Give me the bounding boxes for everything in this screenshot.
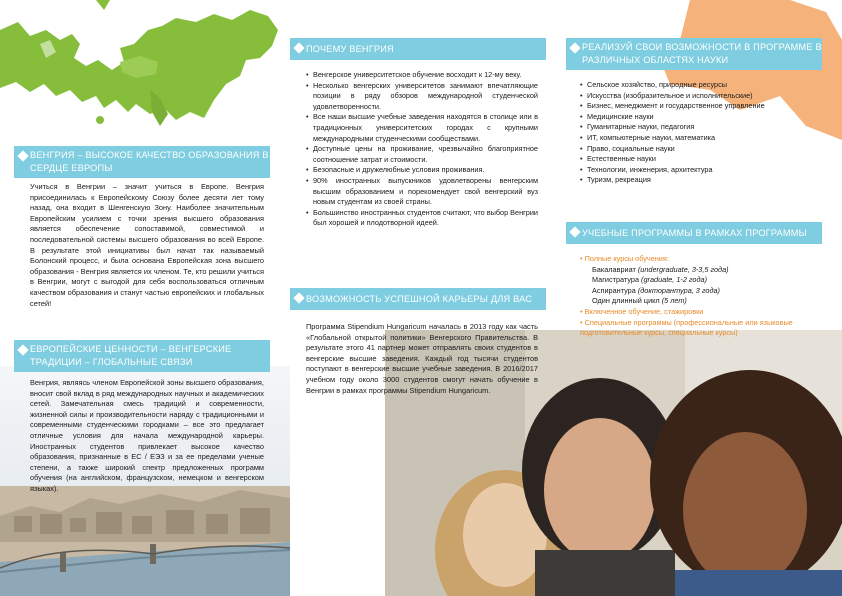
level-name: Аспирантура	[592, 285, 636, 295]
banner-label: РЕАЛИЗУЙ СВОИ ВОЗМОЖНОСТИ В ПРОГРАММЕ В РАЗЛИЧНЫХ ОБЛАСТЯХ НАУКИ	[582, 42, 822, 65]
list-item: • Искусства (изобразительное и исполнительские)	[580, 91, 820, 102]
list-item: • Бизнес, менеджмент и государственное управление	[580, 101, 820, 112]
europe-map-image	[0, 0, 280, 140]
science-areas-list	[580, 80, 820, 186]
banner-label: ЕВРОПЕЙСКИЕ ЦЕННОСТИ – ВЕНГЕРСКИЕ ТРАДИЦИИ – ГЛОБАЛЬНЫЕ СВЯЗИ	[30, 344, 232, 367]
banner-label: ВОЗМОЖНОСТЬ УСПЕШНОЙ КАРЬЕРЫ ДЛЯ ВАС	[306, 294, 533, 304]
level-note: (undergraduate, 3-3,5 года)	[637, 264, 729, 274]
text-european-values: Венгрия, являясь членом Европейской зоны высшего образования, вносит свой вклад в ряд международных научных и академических сетей. Замечательная смесь традиций и современности, жизненной силы и производительности наряду с традиционными и современными студенческими городками – все это предлагает отличные условия для начала международной карьеры. Иностранных студентов привлекает высокое качество образования, признанные в ЕС / ЕЭЗ и за ее пределами ученые степени, а также широкий спектр предложенных программ обучения (на английском, французском, немецком и венгерском языках).	[30, 378, 264, 493]
list-item: • Гуманитарные науки, педагогия	[580, 122, 820, 133]
program-level	[580, 296, 820, 307]
list-item: • Несколько венгерских университетов занимают впечатляющие позиции в ряду обзоров международной студенческой удовлетворенности.	[306, 81, 538, 113]
special-programs: • Специальные программы (профессиональные или языковые подготовительные курсы, специальные курсы)	[580, 317, 793, 338]
list-item: • Естественные науки	[580, 154, 820, 165]
list-item: • Все наши высшие учебные заведения находятся в столице или в традиционных университетских городах с крупными международными студенческими сообществами.	[306, 112, 538, 144]
list-item: • Технологии, инженерия, архитектура	[580, 165, 820, 176]
list-item: • ИТ, компьютерные науки, математика	[580, 133, 820, 144]
level-name: Один длинный цикл	[592, 296, 660, 306]
level-name: Бакалавриат	[592, 264, 636, 274]
list-item: • Туризм, рекреация	[580, 175, 820, 186]
banner-label: ВЕНГРИЯ – ВЫСОКОЕ КАЧЕСТВО ОБРАЗОВАНИЯ В СЕРДЦЕ ЕВРОПЫ	[30, 150, 269, 173]
text-hungary-quality: Учиться в Венгрии – значит учиться в Европе. Венгрия присоединилась к Европейскому Союзу более десяти лет тому назад, она входит в Шенгенскую Зону. Наиболее значительным Европейским усилием с точки зрения высшего образования является обеспечение сопоставимой, совместимой и последовательной системы высшего образования во всей Европе. В результате этой инициативы был начат так называемый Болонский процесс, и была основана Европейская зона высшего образования - Венгрия является их членом. Те, кто решили учиться в Венгрии, могут с выгодой для себя воспользоваться отличным качеством образования и станут частью европейских и глобальных сетей!	[30, 182, 264, 308]
programs-title: • Полные курсы обучения:	[580, 254, 669, 263]
partial-programs-text: Включенное обучение, стажировки	[584, 306, 704, 316]
banner-european-values	[14, 340, 270, 372]
list-item: • 90% иностранных выпускников удовлетворены венгерским высшим образованием и порекомендует свой венгерский вуз новым студентам из своей страны.	[306, 176, 538, 208]
list-item: • Право, социальные науки	[580, 144, 820, 155]
banner-science-areas	[566, 38, 822, 70]
list-item: • Сельское хозяйство, природные ресурсы	[580, 80, 820, 91]
list-item: • Большинство иностранных студентов считают, что выбор Венгрии был хорошей и плодотворной идеей.	[306, 208, 538, 229]
program-level	[580, 275, 820, 286]
banner-study-programs	[566, 222, 822, 244]
partial-programs: • Включенное обучение, стажировки	[580, 306, 704, 316]
list-item: • Венгерское университетское обучение восходит к 12-му веку.	[306, 70, 538, 81]
level-note: (докторантура, 3 года)	[637, 285, 720, 295]
level-name: Магистратура	[592, 275, 640, 285]
list-item: • Доступные цены на проживание, чрезвычайно благоприятное соотношение затрат и стоимости.	[306, 144, 538, 165]
level-note: (5 лет)	[661, 296, 687, 306]
special-programs-text: Специальные программы (профессиональные или языковые подготовительные курсы, специальные курсы)	[580, 317, 793, 338]
banner-label: УЧЕБНЫЕ ПРОГРАММЫ В РАМКАХ ПРОГРАММЫ	[582, 228, 807, 238]
level-note: (graduate, 1-2 года)	[641, 275, 708, 285]
banner-label: ПОЧЕМУ ВЕНГРИЯ	[306, 44, 394, 54]
why-hungary-list	[306, 70, 538, 229]
programs-title-text: Полные курсы обучения:	[584, 254, 669, 263]
list-item: • Медицинские науки	[580, 112, 820, 123]
banner-hungary-quality	[14, 146, 270, 178]
program-level	[580, 265, 820, 276]
banner-why-hungary	[290, 38, 546, 60]
banner-career	[290, 288, 546, 310]
list-item: • Безопасные и дружелюбные условия проживания.	[306, 165, 538, 176]
study-programs-block	[580, 254, 820, 339]
text-career: Программа Stipendium Hungaricum началась в 2013 году как часть «Глобальной открытой политики» Венгерского Правительства. В результате этого 41 партнер может отправлять своих студентов в венгерские высшие заведения. Каждый год тысячи студентов поступают в венгерские высшие учебные заведения. В 2016/2017 учебном году около 3000 студентов смогут начать обучение в Венгрии в рамках программы Stipendium Hungaricum.	[306, 322, 538, 395]
program-level	[580, 286, 820, 297]
